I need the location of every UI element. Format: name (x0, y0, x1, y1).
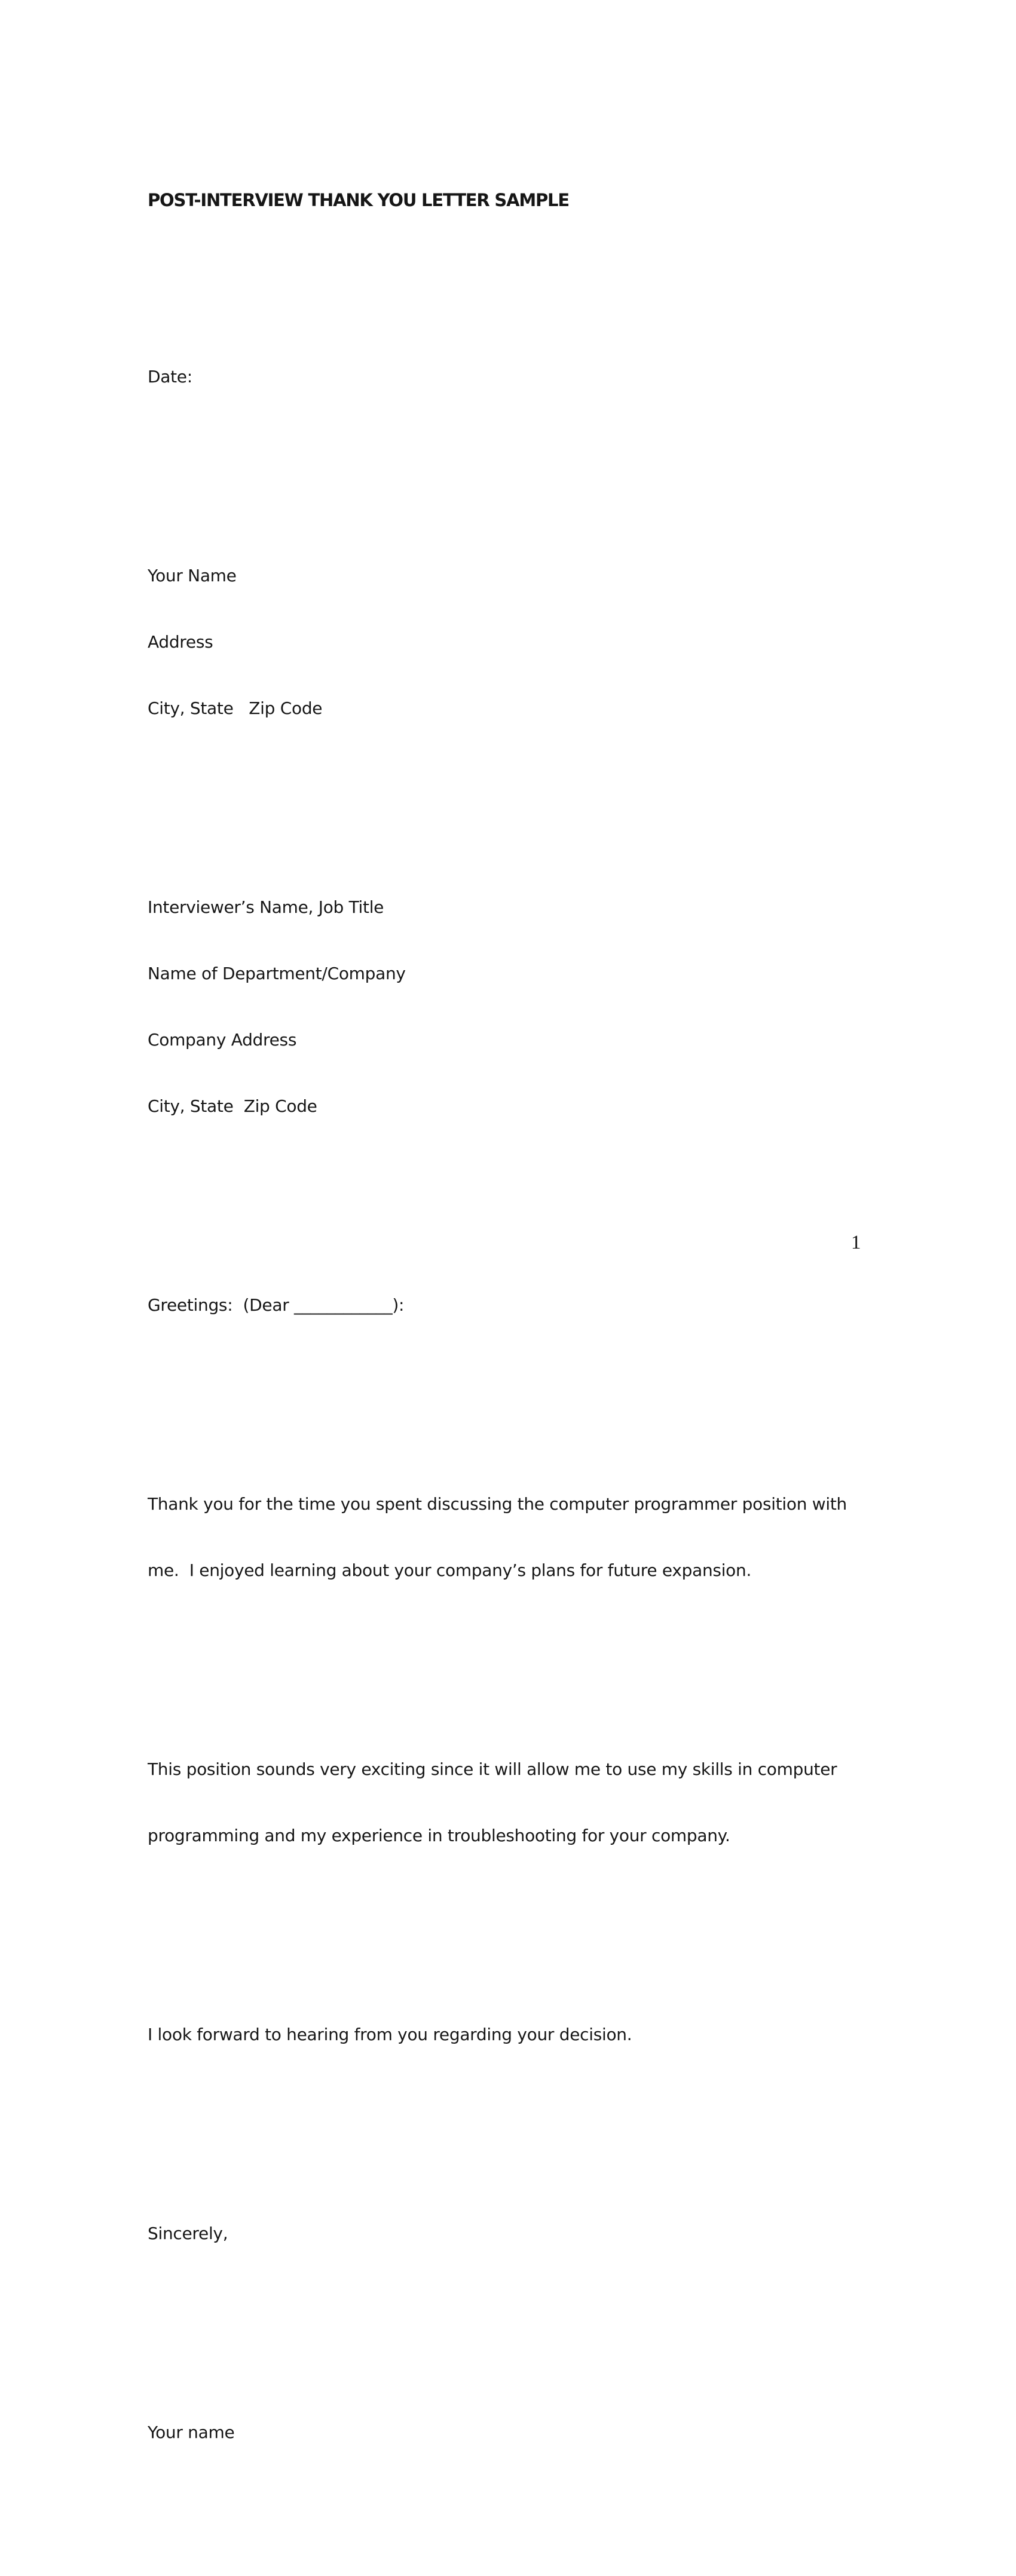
paragraph-line: I look forward to hearing from you regarding your decision. (148, 2025, 632, 2044)
body-paragraph-2 (148, 1714, 889, 1891)
sender-city-state-zip-line: City, State Zip Code (148, 698, 323, 718)
recipient-department-company-line: Name of Department/Company (148, 964, 406, 983)
recipient-address-block (148, 852, 889, 1161)
sender-address-line: Address (148, 632, 213, 652)
paragraph-line: Thank you for the time you spent discussing the computer programmer position with (148, 1494, 847, 1514)
body-paragraph-3 (148, 1979, 889, 2090)
body-paragraph-1 (148, 1449, 889, 1626)
signature-block (148, 2377, 889, 2488)
date-line: Date: (148, 367, 192, 387)
letter-content (148, 122, 889, 2576)
recipient-city-state-zip-line: City, State Zip Code (148, 1096, 317, 1116)
recipient-company-address-line: Company Address (148, 1030, 297, 1050)
closing-block (148, 2178, 889, 2289)
greeting-line: Greetings: (Dear ____________): (148, 1295, 405, 1315)
sender-address-block (148, 520, 889, 763)
greeting-block (148, 1250, 889, 1360)
page-number: 1 (851, 1232, 861, 1253)
recipient-name-job-title-line: Interviewer’s Name, Job Title (148, 897, 384, 917)
date-block (148, 321, 889, 432)
paragraph-line: programming and my experience in troubleshooting for your company. (148, 1826, 730, 1845)
paragraph-line: me. I enjoyed learning about your company’s plans for future expansion. (148, 1560, 752, 1580)
paragraph-line: This position sounds very exciting since it will allow me to use my skills in computer (148, 1759, 837, 1779)
signature-line: Your name (148, 2422, 235, 2442)
letter-title: POST-INTERVIEW THANK YOU LETTER SAMPLE (148, 190, 569, 210)
sender-name-line: Your Name (148, 566, 237, 585)
closing-line: Sincerely, (148, 2224, 228, 2243)
